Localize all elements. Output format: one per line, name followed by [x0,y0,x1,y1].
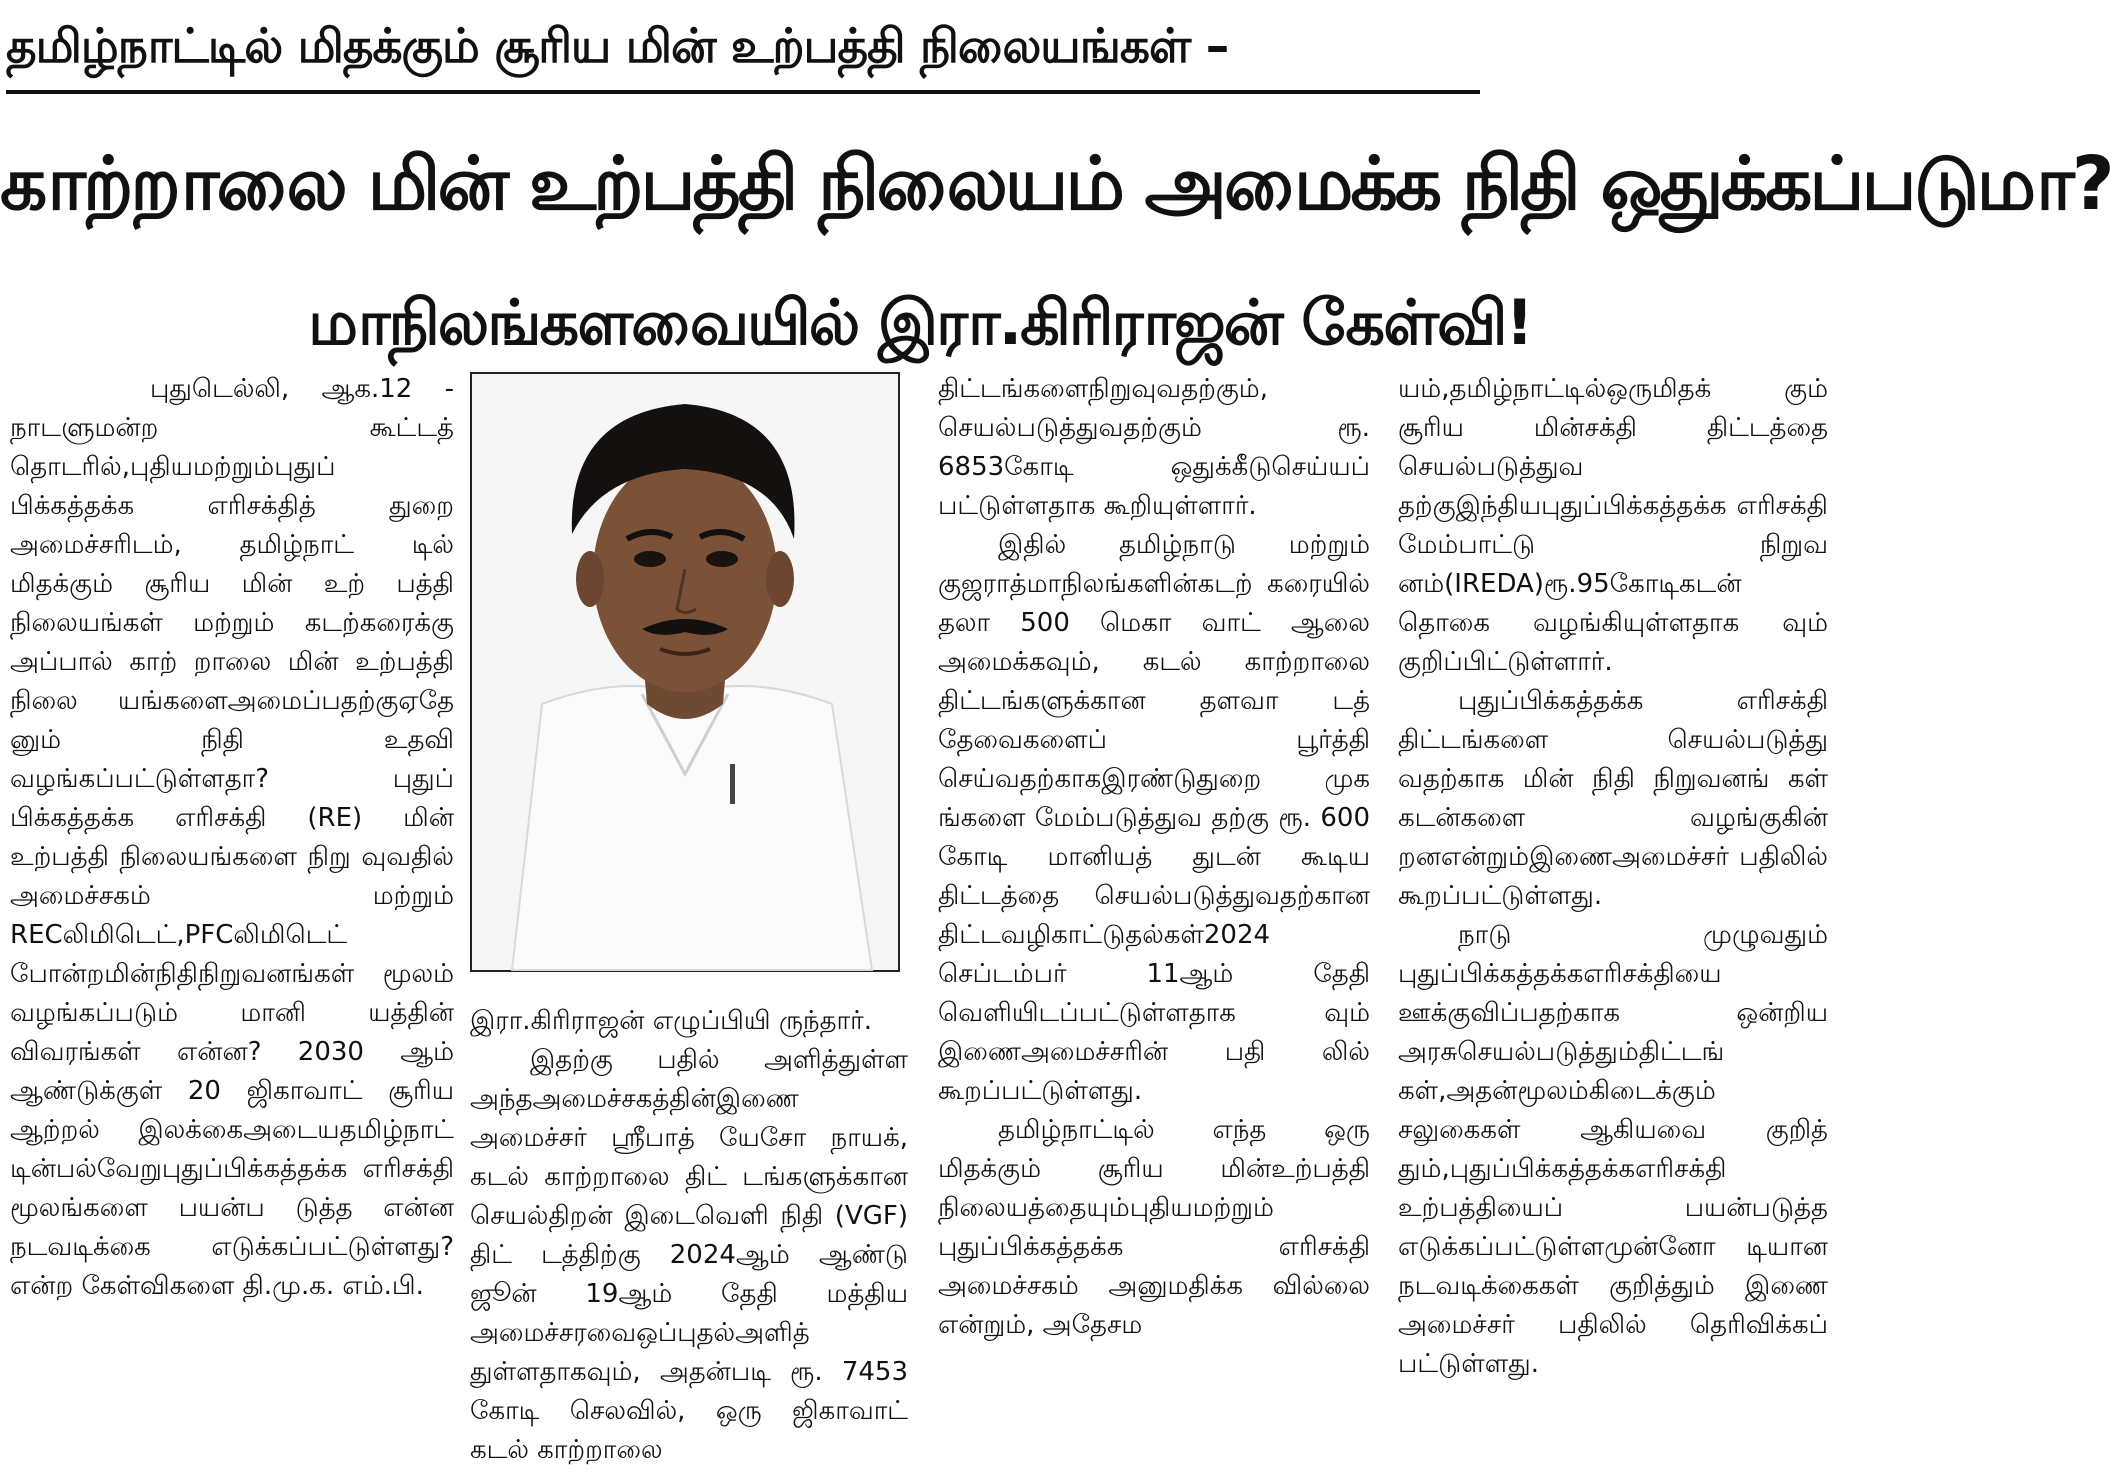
portrait-photo [470,372,900,972]
article-column-2 [470,1002,908,1465]
paragraph: யம்,தமிழ்நாட்டில்ஒருமிதக் கும் சூரிய மின்சக்தி திட்டத்தை செயல்படுத்துவ தற்குஇந்தியபுதுப்பிக்கத்தக்க எரிசக்தி மேம்பாட்டு நிறுவ னம்(IREDA)ரூ.95கோடிகடன் தொகை வழங்கியுள்ளதாக வும் குறிப்பிட்டுள்ளார். [1398,374,1828,677]
paragraph: இதற்கு பதில் அளித்துள்ள அந்தஅமைச்சகத்தின்இணை அமைச்சர் ஸ்ரீபாத் யேசோ நாயக், கடல் காற்றாலை திட் டங்களுக்கான செயல்திறன் இடைவெளி நிதி (VGF) திட் டத்திற்கு 2024ஆம் ஆண்டு ஜூன் 19ஆம் தேதி மத்திய அமைச்சரவைஒப்புதல்அளித் துள்ளதாகவும், அதன்படி ரூ. 7453 கோடி செலவில், ஒரு ஜிகாவாட் கடல் காற்றாலை [470,1045,908,1465]
paragraph: இதில் தமிழ்நாடு மற்றும் குஜராத்மாநிலங்களின்கடற் கரையில் தலா 500 மெகா வாட் ஆலை அமைக்கவும், கடல் காற்றாலை திட்டங்களுக்கான தளவா டத் தேவைகளைப் பூர்த்தி செய்வதற்காகஇரண்டுதுறை முக ங்களை மேம்படுத்துவ தற்கு ரூ. 600 கோடி மானியத் துடன் கூடிய திட்டத்தை செயல்படுத்துவதற்கான திட்டவழிகாட்டுதல்கள்2024 செப்டம்பர் 11ஆம் தேதி வெளியிடப்பட்டுள்ளதாக வும் இணைஅமைச்சரின் பதி லில் கூறப்பட்டுள்ளது. [938,530,1370,1106]
headline: காற்றாலை மின் உற்பத்தி நிலையம் அமைக்க நிதி ஒதுக்கப்படுமா? [0,141,2112,227]
subheadline: மாநிலங்களவையில் இரா.கிரிராஜன் கேள்வி! [308,286,1532,359]
paragraph: தமிழ்நாட்டில் எந்த ஒரு மிதக்கும் சூரிய மின்உற்பத்தி நிலையத்தையும்புதியமற்றும் புதுப்பிக்கத்தக்க எரிசக்தி அமைச்சகம் அனுமதிக்க வில்லை என்றும், அதேசம [938,1115,1370,1340]
paragraph: புதுப்பிக்கத்தக்க எரிசக்தி திட்டங்களை செயல்படுத்து வதற்காக மின் நிதி நிறுவனங் கள் கடன்களை வழங்குகின் றனஎன்றும்இணைஅமைச்சர் பதிலில் கூறப்பட்டுள்ளது. [1398,686,1828,911]
paragraph: திட்டங்களைநிறுவுவதற்கும், செயல்படுத்துவதற்கும் ரூ. 6853கோடி ஒதுக்கீடுசெய்யப் பட்டுள்ளதாக கூறியுள்ளார். [938,374,1370,521]
kicker-line: தமிழ்நாட்டில் மிதக்கும் சூரிய மின் உற்பத்தி நிலையங்கள் – [6,4,1480,94]
article-column-3 [938,370,1370,1400]
article-column-1 [10,370,454,1400]
paragraph: புதுடெல்லி, ஆக.12 - நாடளுமன்ற கூட்டத் தொடரில்,புதியமற்றும்புதுப் பிக்கத்தக்க எரிசக்தித் துறை அமைச்சரிடம், தமிழ்நாட் டில் மிதக்கும் சூரிய மின் உற் பத்தி நிலையங்கள் மற்றும் கடற்கரைக்கு அப்பால் காற் றாலை மின் உற்பத்தி நிலை யங்களைஅமைப்பதற்குஏதே னும் நிதி உதவி வழங்கப்பட்டுள்ளதா? புதுப் பிக்கத்தக்க எரிசக்தி (RE) மின் உற்பத்தி நிலையங்களை நிறு வுவதில் அமைச்சகம் மற்றும் RECலிமிடெட்,PFCலிமிடெட் போன்றமின்நிதிநிறுவனங்கள் மூலம் வழங்கப்படும் மானி யத்தின் விவரங்கள் என்ன? 2030 ஆம் ஆண்டுக்குள் 20 ஜிகாவாட் சூரிய ஆற்றல் இலக்கைஅடையதமிழ்நாட் டின்பல்வேறுபுதுப்பிக்கத்தக்க எரிசக்தி மூலங்களை பயன்ப டுத்த என்ன நடவடிக்கை எடுக்கப்பட்டுள்ளது? என்ற கேள்விகளை தி.மு.க. எம்.பி. [10,374,454,1301]
paragraph: நாடு முழுவதும் புதுப்பிக்கத்தக்கஎரிசக்தியை ஊக்குவிப்பதற்காக ஒன்றிய அரசுசெயல்படுத்தும்திட்டங் கள்,அதன்மூலம்கிடைக்கும் சலுகைகள் ஆகியவை குறித் தும்,புதுப்பிக்கத்தக்கஎரிசக்தி உற்பத்தியைப் பயன்படுத்த எடுக்கப்பட்டுள்ளமுன்னோ டியான நடவடிக்கைகள் குறித்தும் இணை அமைச்சர் பதிலில் தெரிவிக்கப் பட்டுள்ளது. [1398,920,1828,1379]
portrait-illustration [472,374,898,970]
paragraph: இரா.கிரிராஜன் எழுப்பியி ருந்தார். [470,1006,872,1036]
article-column-4 [1398,370,1828,1400]
